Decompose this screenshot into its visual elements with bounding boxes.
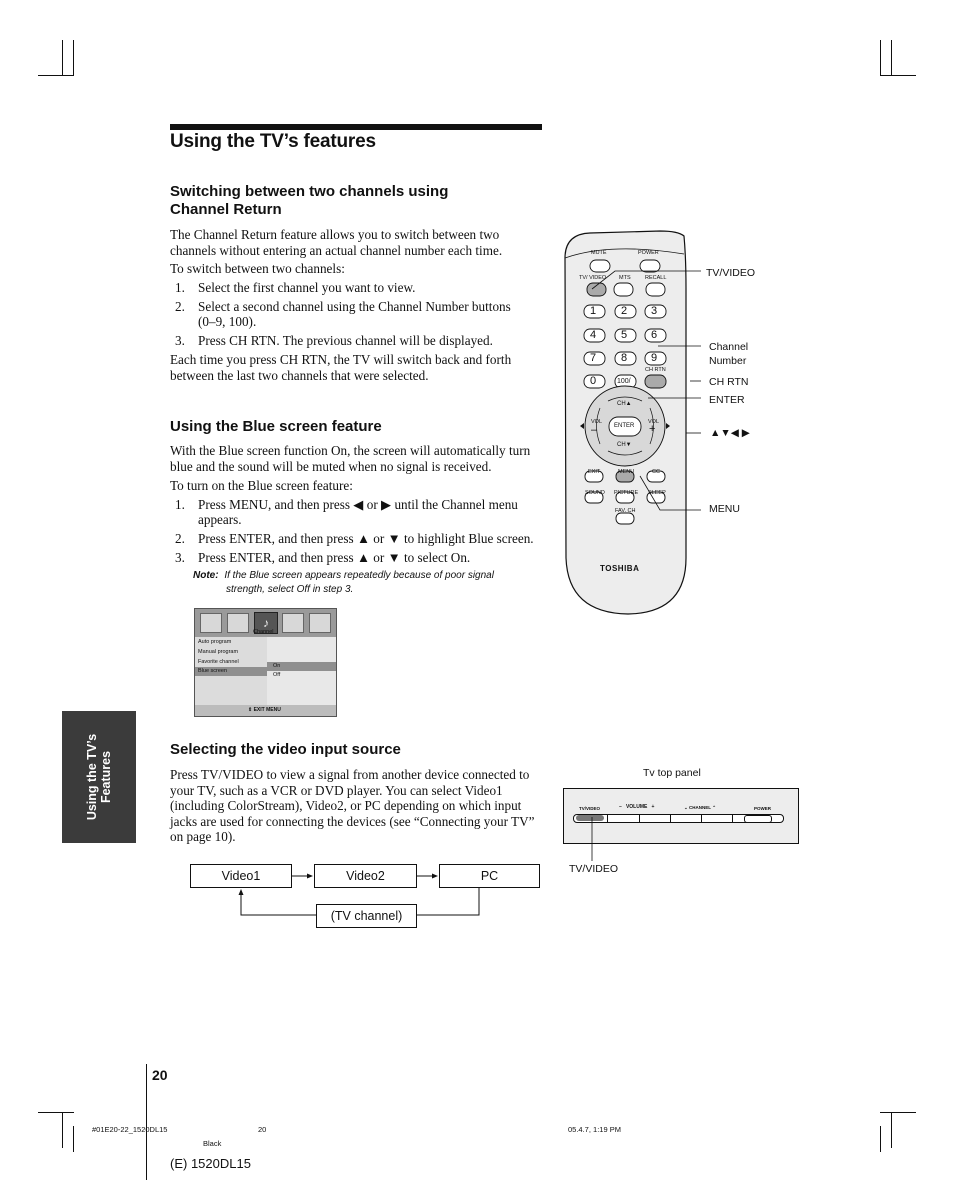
channel-return-heading: Switching between two channels using Channel Return [170, 183, 449, 218]
remote-digit-button[interactable]: 5 [621, 329, 628, 341]
crop-mark [73, 1126, 74, 1152]
osd-item: Auto program [198, 639, 232, 645]
tv-panel-divider [732, 814, 733, 823]
remote-label-recall: RECALL [645, 275, 667, 281]
blue-screen-lead: To turn on the Blue screen feature: [170, 478, 353, 493]
side-tab-label: Using the TV’s Features [85, 733, 113, 821]
note-label: Note: [193, 570, 219, 581]
step-item: 2. Press ENTER, and then press ▲ or ▼ to highlight Blue screen. [175, 531, 534, 546]
remote-label-picture: PICTURE [614, 490, 639, 496]
note [193, 569, 533, 597]
crop-mark [38, 75, 74, 76]
remote-digit-button[interactable]: 4 [590, 329, 597, 341]
side-tab [62, 711, 136, 843]
remote-label-ch-up: CH▲ [617, 401, 632, 407]
crop-mark [880, 40, 881, 76]
osd-channel-icon: ♪ [254, 612, 278, 634]
osd-setup-icon [282, 613, 304, 633]
callout-channel-number: Channel Number [709, 341, 749, 367]
step-item: (0–9, 100). [198, 314, 257, 329]
osd-item: Manual program [198, 649, 239, 655]
flow-arrows [180, 860, 560, 940]
flow-box-tv-channel: (TV channel) [316, 904, 417, 928]
footer-file: #01E20-22_1520DL15 [92, 1125, 168, 1134]
tv-panel-callout-line [585, 815, 605, 865]
video-input-body: Press TV/VIDEO to view a signal from another device connected to your TV, such as a VCR or DVD player. You can select Video1 (including ColorStream), Video2, or PC depending on which input jacks are used for connecting the devices (see “Connecting your TV” on page 10). [170, 767, 535, 844]
remote-label-plus: + [649, 423, 656, 435]
callout-enter: ENTER [709, 394, 745, 406]
tv-panel-power-button[interactable] [744, 815, 772, 823]
step-item: 3. Press CH RTN. The previous channel will be displayed. [175, 333, 493, 348]
crop-mark [62, 1112, 63, 1148]
crop-mark [38, 1112, 74, 1113]
remote-digit-button[interactable]: 8 [621, 352, 628, 364]
remote-digit-button[interactable]: 3 [651, 305, 658, 317]
callout-tvvideo: TV/VIDEO [706, 267, 756, 279]
osd-option: On [273, 663, 281, 669]
crop-mark [880, 1112, 916, 1113]
footer-date: 05.4.7, 1:19 PM [568, 1125, 621, 1134]
footer-page: 20 [258, 1125, 267, 1134]
channel-return-intro: The Channel Return feature allows you to switch between two channels without entering an actual channel number each time. [170, 227, 503, 258]
remote-label-menu: MENU [618, 469, 635, 475]
remote-label-power: POWER [638, 250, 659, 256]
remote-callout-lines [580, 260, 710, 520]
crop-mark [891, 1112, 892, 1148]
page-title: Using the TV’s features [170, 131, 376, 152]
remote-label-vol-right: VOL [648, 419, 660, 425]
flow-box-pc: PC [439, 864, 540, 888]
remote-digit-button[interactable]: 6 [651, 329, 658, 341]
page-number-rule [146, 1064, 147, 1180]
note-line2: strength, select Off in step 3. [226, 584, 354, 595]
remote-label-mts: MTS [619, 275, 631, 281]
tv-panel-divider [670, 814, 671, 823]
osd-title: Channel [253, 629, 274, 635]
remote-brand-logo: TOSHIBA [600, 564, 640, 573]
remote-digit-button[interactable]: 1 [590, 305, 597, 317]
osd-audio-icon [227, 613, 249, 633]
tv-panel-label-power: POWER [754, 806, 772, 811]
crop-mark [891, 40, 892, 76]
osd-footer-text: ⇕ EXIT MENU [248, 707, 281, 713]
tv-panel-divider [701, 814, 702, 823]
remote-label-tvvideo: TV/ VIDEO [579, 275, 607, 281]
blue-screen-heading: Using the Blue screen feature [170, 418, 382, 435]
remote-label-cc: CC [652, 469, 660, 475]
channel-return-lead: To switch between two channels: [170, 261, 345, 276]
title-rule [170, 124, 542, 130]
osd-option: Off [273, 672, 281, 678]
crop-mark [880, 75, 916, 76]
callout-arrows: ▲▼◀ ▶ [710, 427, 750, 439]
remote-label-vol-left: VOL [591, 419, 603, 425]
tv-panel-label-tvvideo: TV/VIDEO [579, 806, 601, 811]
remote-digit-button[interactable]: 9 [651, 352, 658, 364]
step-item: appears. [198, 512, 242, 527]
osd-item: Favorite channel [198, 659, 239, 665]
remote-label-ch-down: CH▼ [617, 442, 632, 448]
crop-mark [62, 40, 63, 76]
remote-100-button[interactable]: 100/ [617, 378, 631, 385]
osd-item: Blue screen [198, 668, 228, 674]
tv-panel-divider [639, 814, 640, 823]
remote-digit-button[interactable]: 7 [590, 352, 597, 364]
step-item: 3. Press ENTER, and then press ▲ or ▼ to select On. [175, 550, 471, 565]
tv-panel-callout-tvvideo: TV/VIDEO [569, 863, 619, 875]
remote-label-favch: FAV. CH [615, 508, 636, 514]
remote-label-mute: MUTE [591, 250, 607, 256]
note-line1: If the Blue screen appears repeatedly because of poor signal [224, 570, 494, 581]
crop-mark [880, 1126, 881, 1152]
tv-panel-label-volume: – VOLUME + [619, 804, 655, 810]
step-item: 1. Select the first channel you want to view. [175, 280, 416, 295]
flow-box-video2: Video2 [314, 864, 417, 888]
remote-label-exit: EXIT [588, 469, 601, 475]
tv-panel-label-channel: ⌄ CHANNEL ⌃ [684, 805, 716, 810]
callout-menu: MENU [709, 503, 740, 515]
flow-box-video1: Video1 [190, 864, 292, 888]
remote-digit-button[interactable]: 0 [590, 375, 597, 387]
remote-label-chrtn: CH RTN [645, 367, 666, 373]
remote-digit-button[interactable]: 2 [621, 305, 628, 317]
remote-label-sleep: SLEEP [648, 490, 666, 496]
remote-label-sound: SOUND [585, 490, 605, 496]
blue-screen-intro: With the Blue screen function On, the screen will automatically turn blue and the sound will be muted when no signal is received. [170, 443, 531, 474]
remote-label-minus: – [591, 424, 598, 436]
callout-chrtn: CH RTN [709, 376, 749, 388]
tv-panel-divider [607, 814, 608, 823]
footer-model: (E) 1520DL15 [170, 1156, 251, 1171]
remote-enter-button[interactable]: ENTER [614, 423, 635, 429]
osd-lock-icon [309, 613, 331, 633]
tv-panel-caption: Tv top panel [643, 767, 701, 779]
crop-mark [73, 40, 74, 76]
step-item: 1. Press MENU, and then press ◀ or ▶ until the Channel menu [175, 497, 518, 512]
channel-return-outro: Each time you press CH RTN, the TV will switch back and forth between the last two channels that were selected. [170, 352, 512, 383]
osd-picture-icon [200, 613, 222, 633]
osd-menu-screenshot [194, 608, 337, 717]
footer-color: Black [203, 1139, 222, 1148]
page-number: 20 [152, 1067, 168, 1083]
video-input-heading: Selecting the video input source [170, 741, 401, 758]
step-item: 2. Select a second channel using the Channel Number buttons [175, 299, 511, 314]
